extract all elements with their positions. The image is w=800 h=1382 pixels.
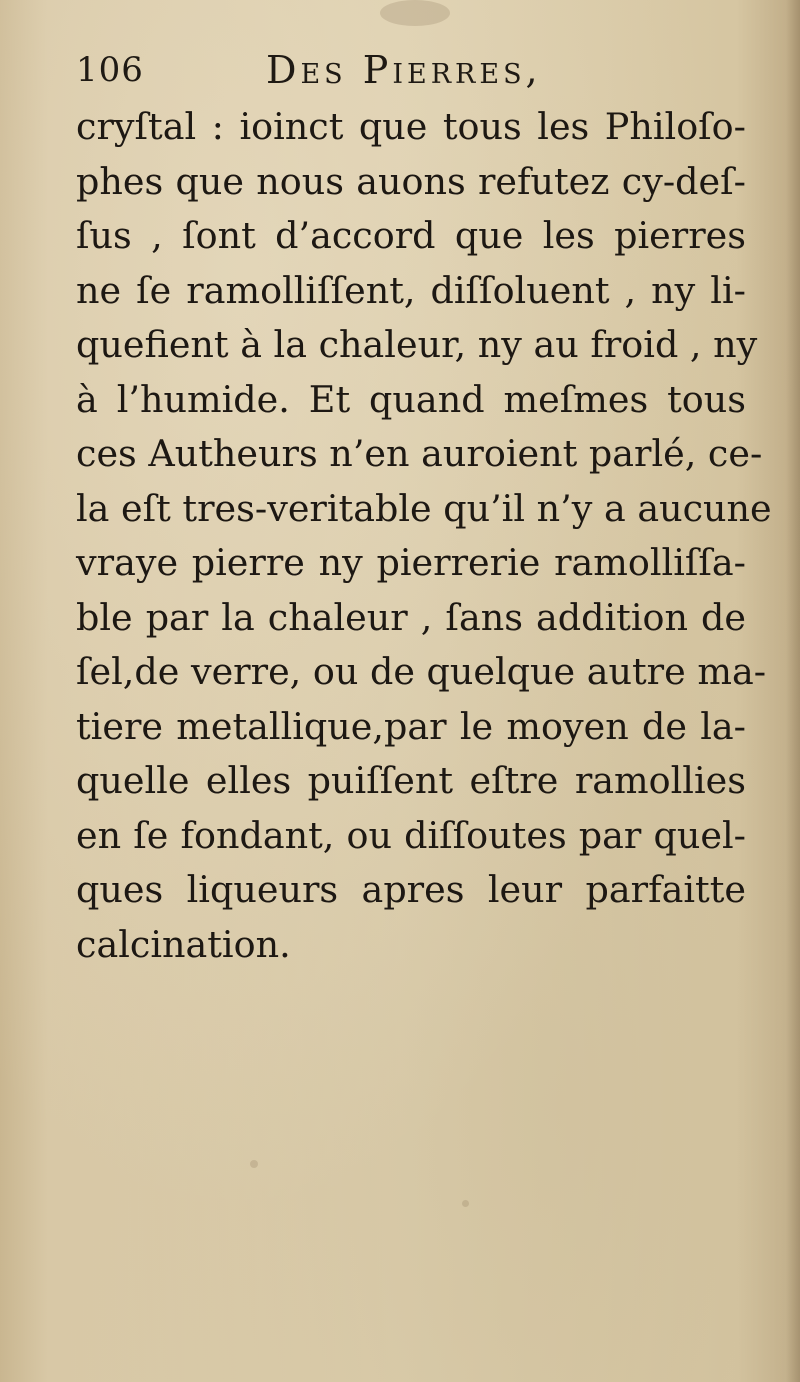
- text-line: en ſe fondant, ou diſſoutes par quel-: [76, 813, 746, 857]
- text-line: cryſtal : ioinct que tous les Philoſo-: [76, 105, 746, 148]
- text-line: ſel,de verre, ou de quelque autre ma-: [76, 650, 767, 693]
- text-line: ſus , ſont d’accord que les pierres: [76, 214, 746, 257]
- text-line: quefient à la chaleur, ny au froid , ny: [76, 323, 758, 366]
- running-title: Des Pierres,: [266, 48, 542, 92]
- text-line: quelle elles puiſſent eſtre ramollies: [76, 759, 746, 802]
- page-number: 106: [76, 50, 144, 90]
- text-line: calcination.: [76, 922, 291, 966]
- paper-stain: [250, 1160, 258, 1168]
- page-edge-shadow: [786, 0, 800, 1382]
- text-line: à l’humide. Et quand meſmes tous: [76, 377, 746, 421]
- paper-stain: [462, 1200, 469, 1207]
- paper-stain: [380, 0, 450, 26]
- text-line: la eſt tres-veritable qu’il n’y a aucune: [76, 486, 772, 530]
- text-line: ble par la chaleur , ſans addition de: [76, 595, 746, 639]
- text-line: ne ſe ramolliſſent, diſſoluent , ny li-: [76, 268, 746, 312]
- text-line: tiere metallique,par le moyen de la-: [76, 704, 746, 748]
- body-text: [76, 100, 772, 972]
- running-head: [76, 40, 756, 100]
- text-line: phes que nous auons refutez cy-deſ-: [76, 159, 746, 203]
- text-line: ces Autheurs n’en auroient parlé, ce-: [76, 432, 763, 475]
- text-line: ques liqueurs apres leur parfaitte: [76, 868, 746, 911]
- text-line: vraye pierre ny pierrerie ramolliſſa-: [76, 541, 746, 584]
